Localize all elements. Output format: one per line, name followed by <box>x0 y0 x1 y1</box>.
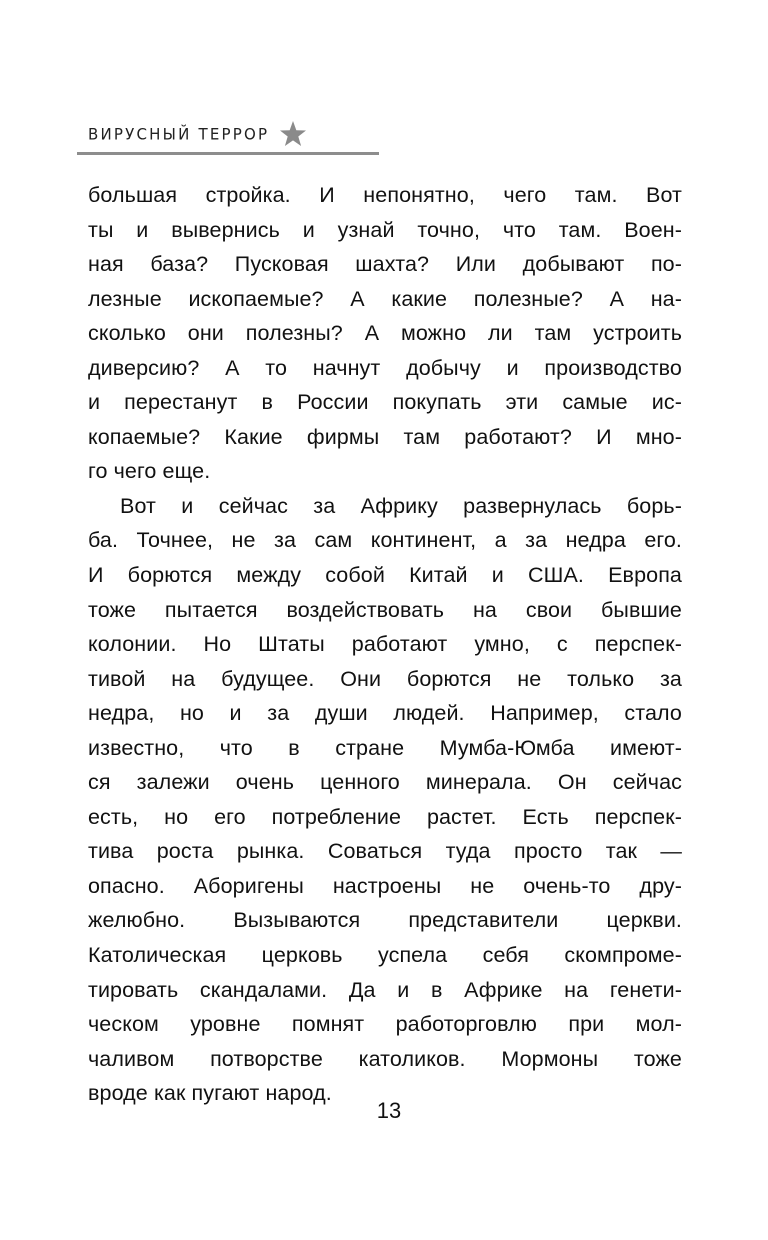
text-line: большая стройка. И непонятно, чего там. Вот <box>88 183 682 207</box>
running-head <box>88 114 307 154</box>
text-line: недра, но и за души людей. Например, стало <box>88 701 682 726</box>
text-line: копаемые? Какие фирмы там работают? И мно- <box>88 424 682 449</box>
star-icon <box>279 120 307 148</box>
text-line: диверсию? А то начнут добычу и производство <box>88 355 682 380</box>
text-line: тивой на будущее. Они борются не только за <box>88 666 682 691</box>
text-line: колонии. Но Штаты работают умно, с перспек- <box>88 632 682 657</box>
text-line: тоже пытается воздействовать на свои бывшие <box>88 597 682 622</box>
text-line: го чего еще. <box>88 459 211 484</box>
paragraph-1 <box>88 178 682 489</box>
text-line: Вот и сейчас за Африку развернулась борь- <box>120 493 682 518</box>
text-line: ная база? Пусковая шахта? Или добывают по- <box>88 252 682 277</box>
page-number: 13 <box>376 1098 402 1123</box>
text-line: вроде как пугают народ. <box>88 1081 332 1106</box>
header-rule <box>77 152 379 155</box>
text-line: ты и вывернись и узнай точно, что там. Воен- <box>88 217 682 242</box>
text-line: тива роста рынка. Соваться туда просто так — <box>88 839 682 864</box>
running-title: ВИРУСНЫЙ ТЕРРОР <box>88 124 270 144</box>
text-line: и перестанут в России покупать эти самые ис- <box>88 390 682 415</box>
text-line: ба. Точнее, не за сам континент, а за недра его. <box>88 528 682 553</box>
page-text <box>88 178 682 1111</box>
text-line: известно, что в стране Мумба-Юмба имеют- <box>88 735 682 760</box>
paragraph-2 <box>88 489 682 1111</box>
text-line: лезные ископаемые? А какие полезные? А на- <box>88 286 682 311</box>
text-line: И борются между собой Китай и США. Европа <box>88 563 682 588</box>
text-line: желюбно. Вызываются представители церкви. <box>88 908 682 933</box>
text-line: ческом уровне помнят работорговлю при мол- <box>88 1012 682 1037</box>
text-line: сколько они полезны? А можно ли там устроить <box>88 321 682 346</box>
text-line: ся залежи очень ценного минерала. Он сейчас <box>88 770 682 795</box>
text-line: чаливом потворстве католиков. Мормоны тоже <box>88 1046 682 1071</box>
text-line: тировать скандалами. Да и в Африке на генети- <box>88 977 682 1002</box>
text-line: Католическая церковь успела себя скомпроме- <box>88 943 682 968</box>
text-line: есть, но его потребление растет. Есть перспек- <box>88 804 682 829</box>
text-line: опасно. Аборигены настроены не очень-то дру- <box>88 873 682 898</box>
